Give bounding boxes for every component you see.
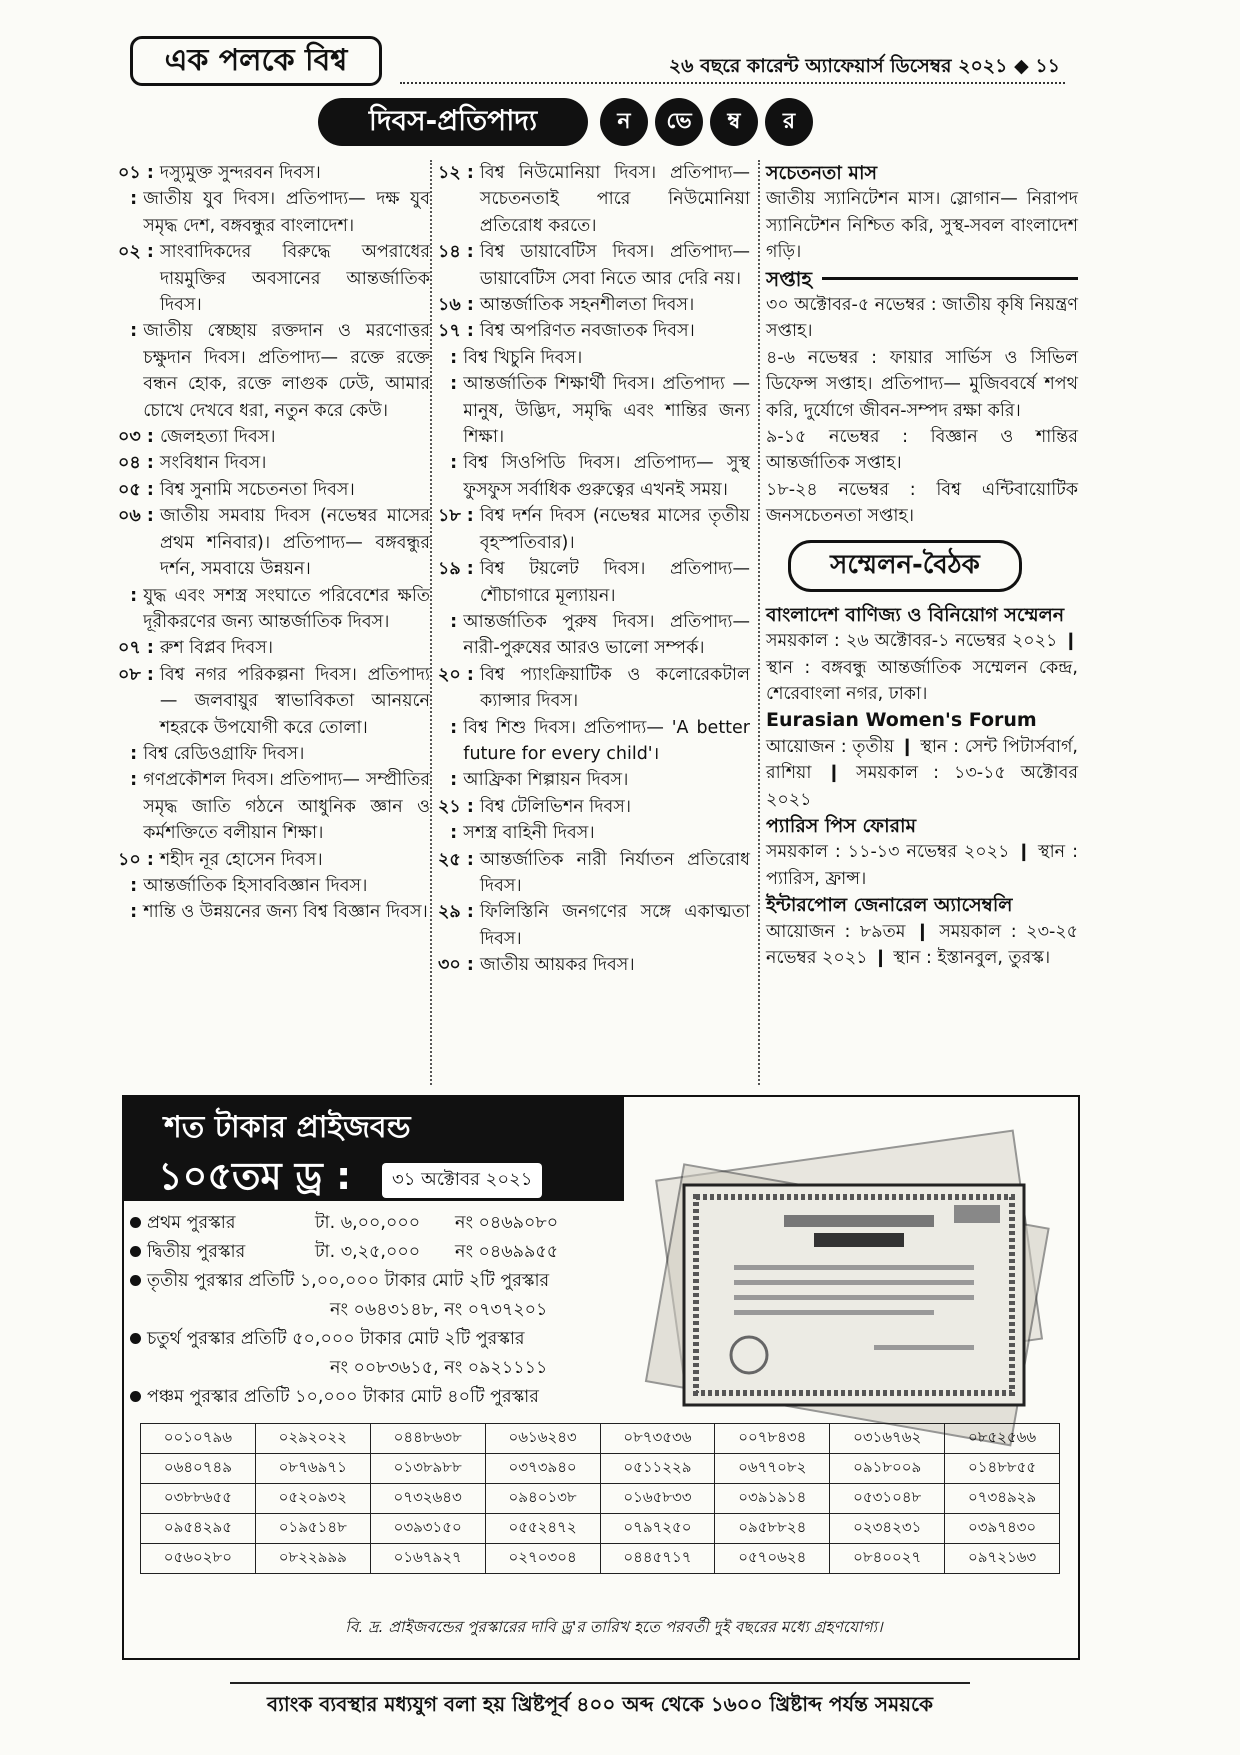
day-text: শহীদ নূর হোসেন দিবস। [159,849,323,870]
prize-bond-number: ০৭৯৭২৫০ [600,1514,715,1544]
day-entry [438,662,750,715]
day-number: : [438,770,464,791]
week-list [766,292,1078,530]
day-entry [118,318,430,424]
day-number: ১৬ : [438,295,480,316]
day-text: আন্তর্জাতিক সহনশীলতা দিবস। [479,295,695,316]
day-text: যুদ্ধ এবং সশস্ত্র সংঘাতে পরিবেশের ক্ষতি দূরীকরণের জন্য আন্তর্জাতিক দিবস। [143,585,430,632]
conference-badge: সম্মেলন-বৈঠক [788,540,1022,592]
third-prize [130,1267,630,1296]
third-prize-text: তৃতীয় পুরস্কার প্রতিটি ১,০০,০০০ টাকার মোট ২টি পুরস্কার [147,1271,550,1291]
prize-bond-number: ০৩৭৩৯৪০ [485,1454,600,1484]
conference-details: আয়োজন : তৃতীয় ❙ স্থান : সেন্ট পিটার্সবার্গ, রাশিয়া ❙ সময়কাল : ১৩-১৫ অক্টোবর ২০২১ [766,736,1078,810]
day-number: ০৬ : [118,506,160,527]
prize-bond-number: ০৩৯৩১৫০ [370,1514,485,1544]
days-column-3 [758,160,1078,1085]
day-text: বিশ্ব অপরিণত নবজাতক দিবস। [479,321,695,342]
fifth-prize-text: পঞ্চম পুরস্কার প্রতিটি ১০,০০০ টাকার মোট ৪০টি পুরস্কার [147,1387,539,1407]
prize-bond-number: ০৯৪০১৩৮ [485,1484,600,1514]
prize-bond-number: ০০৭৮৪৩৪ [715,1424,830,1454]
day-text: জাতীয় আয়কর দিবস। [479,955,635,976]
day-entry [438,715,750,768]
day-number: : [118,743,144,764]
week-entry: ৪-৬ নভেম্বর : ফায়ার সার্ভিস ও সিভিল ডিফেন্স সপ্তাহ। প্রতিপাদ্য— মুজিববর্ষে শপথ করি, দুর্যোগে জীবন-সম্পদ রক্ষা করি। [766,347,1078,421]
prize-bond-number: ০৯৫৮৮২৪ [715,1514,830,1544]
prize-bond-number: ০৮২২৯৯৯ [255,1544,370,1574]
day-number: : [438,823,464,844]
day-text: জাতীয় স্বেচ্ছায় রক্তদান ও মরণোত্তর চক্ষুদান দিবস। প্রতিপাদ্য— রক্তে রক্তে বন্ধন হোক, রক্তে লাগুক ঢেউ, আমার চোখে দেখবে ধরা, নতুন করে কেউ। [143,321,430,421]
prize-bond-number: ০৮৭৬৯৭১ [255,1454,370,1484]
day-text: বিশ্ব শিশু দিবস। প্রতিপাদ্য— 'A better future for every child'। [463,717,750,764]
prize-bond-number: ০৩১৬৭৬২ [830,1424,945,1454]
table-row [141,1454,1060,1484]
day-number: : [118,875,144,896]
prize-bond-number: ০১৬৭৯২৭ [370,1544,485,1574]
day-entry [438,609,750,662]
day-entry [118,424,430,450]
awareness-month-text: জাতীয় স্যানিটেশন মাস। স্লোগান— নিরাপদ স্যানিটেশন নিশ্চিত করি, সুস্থ-সবল বাংলাদেশ গড়ি। [766,189,1078,263]
draw-date: ৩১ অক্টোবর ২০২১ [382,1163,542,1198]
conference-title: Eurasian Women's Forum [766,709,1037,732]
prize-bond-number: ০৬৪০৭৪৯ [141,1454,256,1484]
day-number: ০৪ : [118,453,160,474]
week-entry: ১৮-২৪ নভেম্বর : বিশ্ব এন্টিবায়োটিক জনসচেতনতা সপ্তাহ। [766,479,1078,527]
month-letter: ন [600,98,648,146]
bullet-icon [130,1246,141,1257]
week-heading-label: সপ্তাহ [766,266,812,291]
table-row [141,1514,1060,1544]
prize-row [130,1209,630,1238]
conference-details: সময়কাল : ২৬ অক্টোবর-১ নভেম্বর ২০২১ ❙ স্থান : বঙ্গবন্ধু আন্তর্জাতিক সম্মেলন কেন্দ্র, শেরেবাংলা নগর, ঢাকা। [766,631,1078,704]
day-entry [438,767,750,793]
conference-details: আয়োজন : ৮৯তম ❙ সময়কাল : ২৩-২৫ নভেম্বর ২০২১ ❙ স্থান : ইস্তানবুল, তুরস্ক। [766,921,1078,968]
day-number: : [118,770,144,791]
prize-bond-number: ০৮৪০০২৭ [830,1544,945,1574]
week-entry: ৩০ অক্টোবর-৫ নভেম্বর : জাতীয় কৃষি নিয়ন্ত্রণ সপ্তাহ। [766,295,1078,342]
bullet-icon [130,1333,141,1344]
conference-details: সময়কাল : ১১-১৩ নভেম্বর ২০২১ ❙ স্থান : প্যারিস, ফ্রান্স। [766,842,1078,889]
day-entry [438,345,750,371]
day-text: বিশ্ব প্যাংক্রিয়াটিক ও কলোরেকটাল ক্যান্সার দিবস। [479,664,750,712]
month-letter: র [765,98,813,146]
day-number: ০২ : [118,242,160,263]
section-logo: এক পলকে বিশ্ব [130,36,382,86]
prize-bond-number: ০৯১৮০০৯ [830,1454,945,1484]
day-entry [438,239,750,292]
day-text: সাংবাদিকদের বিরুদ্ধে অপরাধের দায়মুক্তির অবসানের আন্তর্জাতিক দিবস। [159,242,430,316]
prize-label [130,1238,315,1267]
day-text: রুশ বিপ্লব দিবস। [159,638,274,659]
prize-number: নং ০৪৬৯০৮০ [455,1213,559,1233]
day-entry [118,160,430,186]
heading-rule [822,277,1078,280]
day-entry [118,741,430,767]
day-entry [118,899,430,925]
day-text: আফ্রিকা শিল্পায়ন দিবস। [463,770,629,791]
prize-bond-number: ০৫৭০৬২৪ [715,1544,830,1574]
month-letter: ভে [655,98,703,146]
bullet-icon [130,1275,141,1286]
day-number: ০১ : [118,163,160,183]
day-text: বিশ্ব সিওপিডি দিবস। প্রতিপাদ্য— সুস্থ ফুসফুস সর্বাধিক গুরুত্বের এখনই সময়। [463,453,750,500]
day-number: ১৭ : [438,321,480,342]
prize-bond-number: ০৫৬০২৮০ [141,1544,256,1574]
prize-bond-number: ০৬৭৭০৮২ [715,1454,830,1484]
day-entry [118,847,430,873]
day-entry [438,556,750,609]
prize-label-text: প্রথম পুরস্কার [147,1213,236,1233]
prize-bond-number: ০১৬৫৮৩৩ [600,1484,715,1514]
days-column-2 [430,160,750,1085]
awareness-month-heading: সচেতনতা মাস [766,162,878,184]
prize-bond-number: ০৫১১২২৯ [600,1454,715,1484]
prize-list [130,1209,630,1412]
day-number: : [438,374,464,395]
prize-bond-number: ০৩৯১৯১৪ [715,1484,830,1514]
day-text: বিশ্ব ডায়াবেটিস দিবস। প্রতিপাদ্য— ডায়াবেটিস সেবা নিতে আর দেরি নয়। [479,242,750,289]
prize-bond-number: ০১৯৫১৪৮ [255,1514,370,1544]
prize-bond-number: ০৮৫২৫৬৬ [945,1424,1060,1454]
footer-fact: ব্যাংক ব্যবস্থার মধ্যযুগ বলা হয় খ্রিষ্টপূর্ব ৪০০ অব্দ থেকে ১৬০০ খ্রিষ্টাব্দ পর্যন্ত সময়কে [266,1692,934,1716]
prize-bond-number: ০৫৫২৪৭২ [485,1514,600,1544]
day-number: ২১ : [438,796,480,817]
prize-bond-number: ০৪৪৮৬৩৮ [370,1424,485,1454]
prize-note: বি. দ্র. প্রাইজবন্ডের পুরস্কারের দাবি ড্র'র তারিখ হতে পরবর্তী দুই বছরের মধ্যে গ্রহণযোগ্য। [345,1618,883,1636]
table-row [141,1484,1060,1514]
fourth-prize-numbers: নং ০০৮৩৬১৫, নং ০৯২১১১১ [330,1358,548,1378]
prize-bond-number: ০২৭০৩০৪ [485,1544,600,1574]
day-text: শান্তি ও উন্নয়নের জন্য বিশ্ব বিজ্ঞান দিবস। [143,902,428,923]
prize-bond-number: ০৫২০৯৩২ [255,1484,370,1514]
day-number: ১০ : [118,849,160,870]
day-number: ২০ : [438,664,480,685]
bullet-icon [130,1217,141,1228]
day-text: জাতীয় যুব দিবস। প্রতিপাদ্য— দক্ষ যুব সমৃদ্ধ দেশ, বঙ্গবন্ধুর বাংলাদেশ। [143,189,430,236]
footer-rule [230,1682,970,1684]
day-text: জেলহত্যা দিবস। [159,427,276,448]
prize-label [130,1209,315,1238]
day-text: বিশ্ব নিউমোনিয়া দিবস। প্রতিপাদ্য— সচেতনতাই পারে নিউমোনিয়া প্রতিরোধ করতে। [479,163,750,236]
prize-bond-number: ০২৯২০২২ [255,1424,370,1454]
day-entry [438,899,750,952]
prize-bond-number: ০৫৩১০৪৮ [830,1484,945,1514]
day-text: আন্তর্জাতিক হিসাববিজ্ঞান দিবস। [143,875,368,896]
dotted-divider [400,82,1065,84]
day-number: ১৯ : [438,559,480,580]
draw-number: ১০৫তম ড্র : [158,1154,352,1198]
day-number: ৩০ : [438,955,480,976]
day-entry [438,952,750,978]
fourth-prize [130,1325,630,1354]
day-number: : [118,585,144,606]
running-header: ২৬ বছরে কারেন্ট অ্যাফেয়ার্স ডিসেম্বর ২০২১ ◆ ১১ [668,55,1060,77]
prize-amount: টা. ৩,২৫,০০০ [315,1242,421,1262]
day-entry [118,635,430,661]
day-number: : [438,611,464,632]
days-column-1 [118,160,430,926]
day-text: সংবিধান দিবস। [159,453,267,474]
prize-bond-title: শত টাকার প্রাইজবন্ড [164,1110,411,1145]
day-entry [438,450,750,503]
day-number: ০৩ : [118,427,160,448]
conference-title: প্যারিস পিস ফোরাম [766,814,917,837]
prize-label-text: দ্বিতীয় পুরস্কার [147,1242,246,1262]
day-entry [118,477,430,503]
day-entry [438,847,750,900]
day-text: দস্যুমুক্ত সুন্দরবন দিবস। [159,163,321,183]
day-entry [118,239,430,318]
prize-bond-number: ০৮৭৩৫৩৬ [600,1424,715,1454]
prize-bond-number: ০৪৪৫৭১৭ [600,1544,715,1574]
prize-bond-number: ০৯৫৪২৯৫ [141,1514,256,1544]
day-text: সশস্ত্র বাহিনী দিবস। [463,823,595,844]
day-entry [118,186,430,239]
prize-bond-number: ০২৩৪২৩১ [830,1514,945,1544]
prize-bond-box [122,1095,1080,1660]
fifth-prize-table-wrap [140,1423,1060,1574]
day-entry [118,767,430,846]
day-number: ২৯ : [438,902,480,923]
day-number: ০৫ : [118,479,160,500]
prize-bond-number: ০৯৭২১৬৩ [945,1544,1060,1574]
day-text: বিশ্ব রেডিওগ্রাফি দিবস। [143,743,305,764]
day-number: : [118,902,144,923]
conference-title: বাংলাদেশ বাণিজ্য ও বিনিয়োগ সম্মেলন [766,603,1065,626]
day-text: আন্তর্জাতিক নারী নির্যাতন প্রতিরোধ দিবস। [479,849,750,896]
day-number: : [438,347,464,368]
bullet-icon [130,1391,141,1402]
third-prize-numbers: নং ০৬৪৩১৪৮, নং ০৭৩৭২০১ [330,1300,548,1320]
day-number: ২৫ : [438,849,480,870]
prize-bond-image [634,1115,1064,1475]
prize-bond-number: ০৭৩৪৯২৯ [945,1484,1060,1514]
day-text: বিশ্ব টেলিভিশন দিবস। [479,796,632,817]
day-number: : [438,717,464,738]
week-heading [766,266,1078,292]
day-number: : [118,321,144,342]
day-text: বিশ্ব টয়লেট দিবস। প্রতিপাদ্য— শৌচাগারে মূল্যায়ন। [479,559,750,606]
day-number: : [118,189,144,210]
day-text: বিশ্ব খিচুনি দিবস। [463,347,583,368]
prize-bond-number: ০০১০৭৯৬ [141,1424,256,1454]
prize-bond-number: ০৩৯৭৪৩০ [945,1514,1060,1544]
day-entry [118,873,430,899]
month-letter: ম্ব [710,98,758,146]
day-text: ফিলিস্তিনি জনগণের সঙ্গে একাত্মতা দিবস। [479,902,750,949]
day-text: বিশ্ব দর্শন দিবস (নভেম্বর মাসের তৃতীয় বৃহস্পতিবার)। [479,506,750,553]
fourth-prize-text: চতুর্থ পুরস্কার প্রতিটি ৫০,০০০ টাকার মোট ২টি পুরস্কার [147,1329,525,1349]
day-entry [118,503,430,582]
prize-bond-number: ০১৩৮৯৮৮ [370,1454,485,1484]
day-entry [118,583,430,636]
day-entry [438,292,750,318]
prize-bond-header [124,1097,624,1201]
prize-bond-number: ০৬১৬২৪৩ [485,1424,600,1454]
day-number: ০৮ : [118,664,160,685]
day-number: ০৭ : [118,638,160,659]
day-text: গণপ্রকৌশল দিবস। প্রতিপাদ্য— সম্প্রীতির সমৃদ্ধ জাতি গঠনে আধুনিক জ্ঞান ও কর্মশক্তিতে বলীয়ান শিক্ষা। [143,770,430,844]
day-number: ১৮ : [438,506,480,527]
table-row [141,1424,1060,1454]
prize-bond-number: ০১৪৮৮৫৫ [945,1454,1060,1484]
day-number: ১৪ : [438,242,480,263]
prize-bond-number: ০৩৮৮৬৫৫ [141,1484,256,1514]
day-entry [438,794,750,820]
prize-amount: টা. ৬,০০,০০০ [315,1213,421,1233]
table-row [141,1544,1060,1574]
section-title: দিবস-প্রতিপাদ্য [318,98,588,146]
day-entry [438,820,750,846]
day-number: : [438,453,464,474]
day-entry [118,450,430,476]
day-entry [438,318,750,344]
conference-title: ইন্টারপোল জেনারেল অ্যাসেম্বলি [766,894,1013,917]
fifth-prize-table [140,1423,1060,1574]
week-entry: ৯-১৫ নভেম্বর : বিজ্ঞান ও শান্তির আন্তর্জাতিক সপ্তাহ। [766,427,1078,474]
day-number: ১২ : [438,163,480,183]
prize-number: নং ০৪৬৯৯৫৫ [455,1242,559,1262]
fifth-prize [130,1383,630,1412]
day-entry [438,371,750,450]
prize-row [130,1238,630,1267]
prize-bond-number: ০৭৩২৬৪৩ [370,1484,485,1514]
day-entry [438,160,750,239]
day-text: জাতীয় সমবায় দিবস (নভেম্বর মাসের প্রথম শনিবার)। প্রতিপাদ্য— বঙ্গবন্ধুর দর্শন, সমবায়ে উন্নয়ন। [159,506,430,580]
day-text: আন্তর্জাতিক পুরুষ দিবস। প্রতিপাদ্য— নারী-পুরুষের আরও ভালো সম্পর্ক। [463,611,750,659]
day-text: আন্তর্জাতিক শিক্ষার্থী দিবস। প্রতিপাদ্য — মানুষ, উদ্ভিদ, সমৃদ্ধি এবং শান্তির জন্য শিক্ষা। [463,374,750,448]
day-entry [118,662,430,741]
day-text: বিশ্ব নগর পরিকল্পনা দিবস। প্রতিপাদ্য — জলবায়ুর স্বাভাবিকতা আনয়নে শহরকে উপযোগী করে তোলা। [159,664,430,738]
conference-list [766,602,1078,972]
day-entry [438,503,750,556]
day-text: বিশ্ব সুনামি সচেতনতা দিবস। [159,479,355,500]
